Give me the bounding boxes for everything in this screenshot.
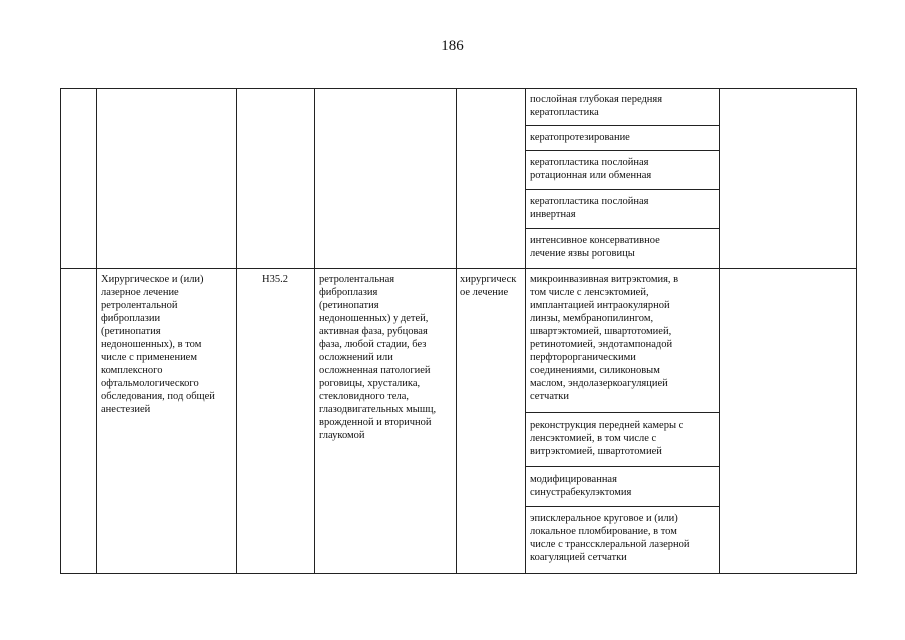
table-top-line [60, 88, 857, 89]
method-cell: интенсивное консервативное лечение язвы роговицы [530, 235, 660, 259]
col-line-0 [60, 88, 61, 574]
col-line-2 [236, 88, 237, 574]
method-cell: реконструкция передней камеры с ленсэктомией, в том числе с витрэктомией, швартотомией [530, 420, 684, 457]
treatment-name-cell: Хирургическое и (или) лазерное лечение ретролентальной фиброплазии (ретинопатия недоношенных), в том числе с применением комплексного офтальмологического обследования, под общей анестезией [101, 274, 215, 415]
patient-model-cell: ретролентальная фиброплазия (ретинопатия недоношенных) у детей, активная фаза, рубцовая фаза, любой стадии, без осложнений или осложненная патологией роговицы, хрусталика, стекловидного тела, глазодвигательных мышц, врожденной и вторичной глаукомой [319, 274, 437, 441]
method-cell: эписклеральное круговое и (или) локальное пломбирование, в том числе с транссклеральной лазерной коагуляцией сетчатки [530, 513, 690, 563]
col-line-3 [314, 88, 315, 574]
method-line [525, 150, 720, 151]
col-line-1 [96, 88, 97, 574]
method-cell: кератопластика послойная ротационная или обменная [530, 157, 652, 181]
col-line-6 [719, 88, 720, 574]
method-line [525, 189, 720, 190]
method-cell: кератопротезирование [530, 132, 630, 143]
col-line-5 [525, 88, 526, 574]
method-line [525, 466, 720, 467]
diagnosis-code-cell: H35.2 [262, 274, 288, 285]
treatment-type-cell: хирургическ ое лечение [460, 274, 517, 298]
col-line-4 [456, 88, 457, 574]
method-line [525, 228, 720, 229]
method-line [525, 412, 720, 413]
method-cell: кератопластика послойная инвертная [530, 196, 649, 220]
page-number: 186 [441, 38, 464, 54]
method-cell: модифицированная синустрабекулэктомия [530, 474, 632, 498]
row-separator-line [60, 268, 857, 269]
method-line [525, 506, 720, 507]
col-line-7 [856, 88, 857, 574]
table-bottom-line [60, 573, 857, 574]
method-cell: послойная глубокая передняя кератопластика [530, 94, 663, 118]
method-line [525, 125, 720, 126]
method-cell: микроинвазивная витрэктомия, в том числе с ленсэктомией, имплантацией интраокулярной линзы, мембранопилингом, швартэктомией, швартотомией, ретинотомией, эндотампонадой перфторорганическими соединениями, силиконовым маслом, эндолазеркоагуляцией сетчатки [530, 274, 679, 402]
